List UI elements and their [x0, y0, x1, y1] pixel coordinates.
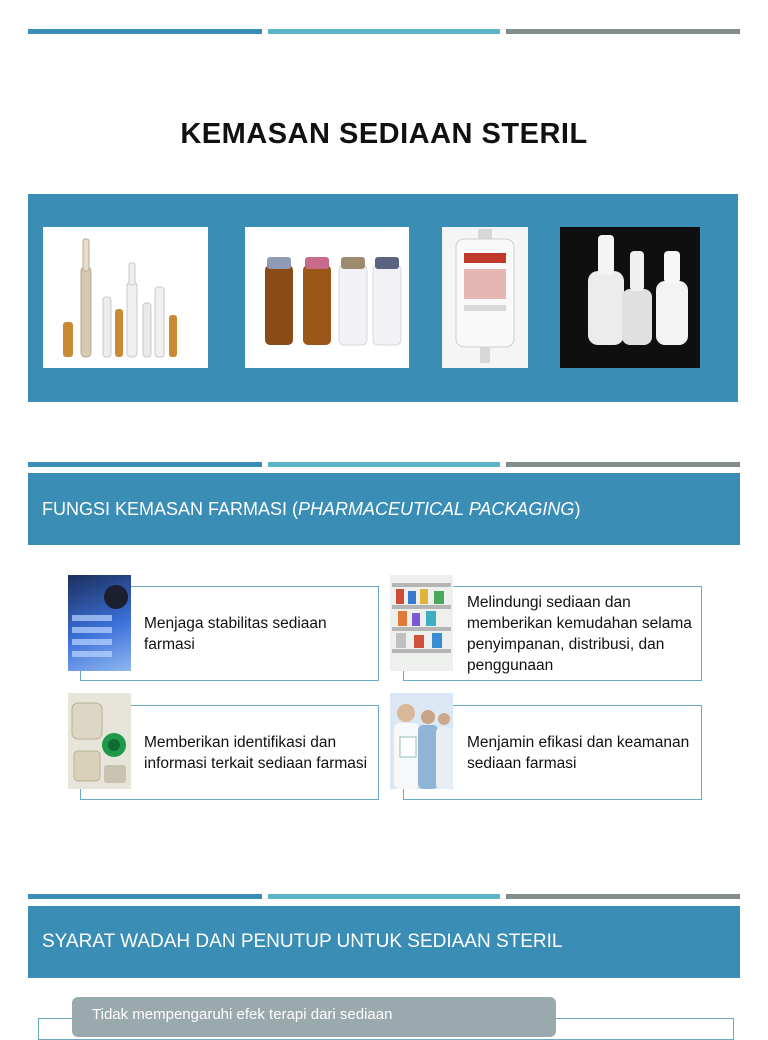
- doctors-team-image: [390, 693, 453, 789]
- labeled-vials-image: [68, 693, 131, 789]
- functions-heading-italic: PHARMACEUTICAL PACKAGING: [298, 498, 575, 519]
- ampoules-photo: [43, 227, 208, 368]
- stripe-bar-3: [28, 894, 740, 899]
- stripe-teal: [268, 462, 500, 467]
- requirements-heading-banner: [28, 906, 740, 978]
- vials-photo: [245, 227, 409, 368]
- requirement-item-text: Tidak mempengaruhi efek terapi dari sediaan: [92, 1006, 393, 1023]
- stripe-bar-2: [28, 462, 740, 467]
- functions-heading-close: ): [574, 498, 581, 519]
- infusion-bag-photo: [442, 227, 528, 368]
- top-stripe-bar: [28, 29, 740, 34]
- stripe-teal: [268, 29, 500, 34]
- stripe-blue: [28, 894, 262, 899]
- pharmacy-shelves-image: [390, 575, 453, 671]
- stripe-gray: [506, 894, 740, 899]
- requirement-item-1: [72, 997, 556, 1037]
- functions-heading-banner: [28, 473, 740, 545]
- requirements-heading-text: SYARAT WADAH DAN PENUTUP UNTUK SEDIAAN STERIL: [42, 931, 563, 952]
- stripe-gray: [506, 29, 740, 34]
- stripe-blue: [28, 462, 262, 467]
- functions-heading-text: FUNGSI KEMASAN FARMASI (: [42, 498, 299, 519]
- stripe-blue: [28, 29, 262, 34]
- lab-worker-image: [68, 575, 131, 671]
- stripe-teal: [268, 894, 500, 899]
- card-text: Memberikan identifikasi dan informasi terkait sediaan farmasi: [144, 733, 368, 772]
- card-text: Menjaga stabilitas sediaan farmasi: [144, 614, 327, 653]
- slide-title: KEMASAN SEDIAAN STERIL: [180, 118, 588, 150]
- dropper-bottles-photo: [560, 227, 700, 368]
- packaging-image-band: [28, 194, 738, 402]
- stripe-gray: [506, 462, 740, 467]
- card-text: Menjamin efikasi dan keamanan sediaan farmasi: [467, 733, 690, 772]
- card-text: Melindungi sediaan dan memberikan kemudahan selama penyimpanan, distribusi, dan penggunaan: [467, 593, 692, 674]
